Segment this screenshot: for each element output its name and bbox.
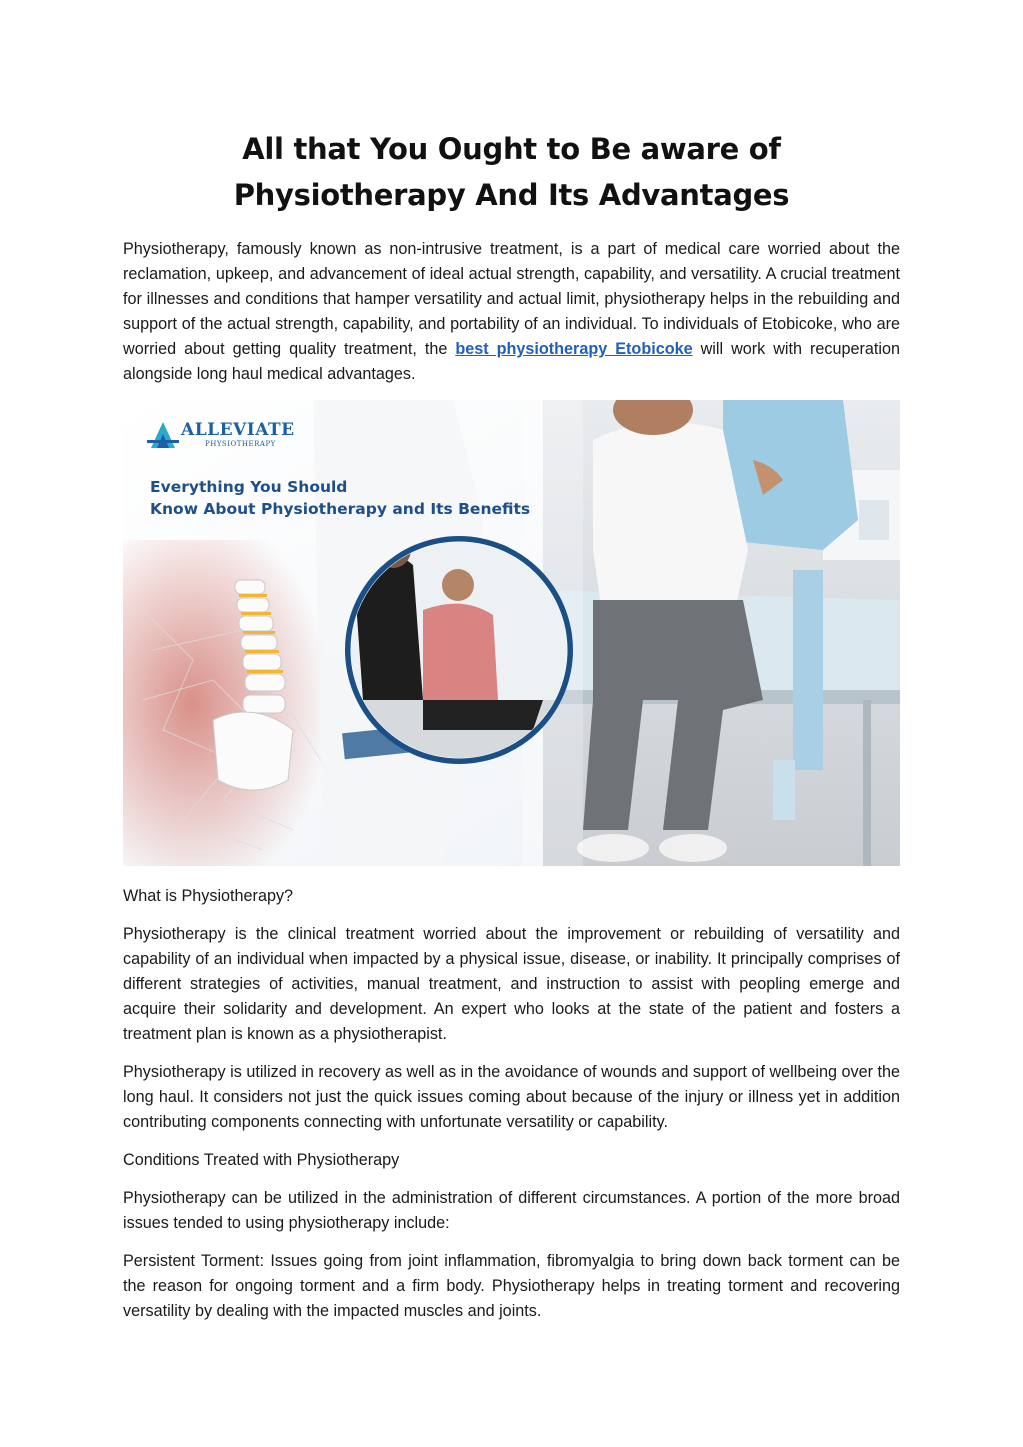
page-title: All that You Ought to Be aware of Physiotherapy And Its Advantages	[233, 132, 790, 212]
body-paragraph: Persistent Torment: Issues going from joint inflammation, fibromyalgia to bring down back torment can be the reason for ongoing torment and a firm body. Physiotherapy helps in treating torment and recovering versatility by dealing with the impacted muscles and joints.	[123, 1252, 900, 1320]
logo-text: ALLEVIATE	[181, 420, 295, 440]
best-physiotherapy-link[interactable]: best physiotherapy Etobicoke	[455, 340, 693, 358]
banner-headline-line2: Know About Physiotherapy and Its Benefits	[150, 500, 531, 518]
section-heading: What is Physiotherapy?	[123, 887, 294, 905]
intro-text-end: will work with recuperation alongside long haul medical advantages.	[123, 340, 901, 383]
section-heading: Conditions Treated with Physiotherapy	[123, 1151, 400, 1169]
body-paragraph: Physiotherapy is utilized in recovery as well as in the avoidance of wounds and support of wellbeing over the long haul. It considers not just the quick issues coming about because of the injury or illness yet in addition contributing components connecting with unfortunate versatility or capability.	[123, 1063, 900, 1131]
banner-image	[123, 400, 900, 866]
intro-text: Physiotherapy, famously known as non-intrusive treatment, is a part of medical care worried about the reclamation, upkeep, and advancement of ideal actual strength, capability, and versatility. A crucial treatment for illnesses and conditions that hamper versatility and actual limit, physiotherapy helps in the rebuilding and support of the actual strength, capability, and portability of an individual. To individuals of Etobicoke, who are worried about getting quality treatment, the	[123, 240, 900, 358]
intro-paragraph	[123, 237, 900, 387]
body-paragraph: Physiotherapy is the clinical treatment worried about the improvement or rebuilding of versatility and capability of an individual when impacted by a physical issue, disease, or inability. It principally comprises of different strategies of activities, manual treatment, and instruction to assist with peopling emerge and acquire their solidarity and development. An expert who looks at the state of the patient and fosters a treatment plan is known as a physiotherapist.	[123, 925, 900, 1043]
logo-subtext: PHYSIOTHERAPY	[205, 440, 276, 448]
banner-headline-line1: Everything You Should	[150, 478, 348, 496]
article-body	[123, 884, 900, 1337]
body-paragraph: Physiotherapy can be utilized in the administration of different circumstances. A portion of the more broad issues tended to using physiotherapy include:	[123, 1189, 900, 1232]
